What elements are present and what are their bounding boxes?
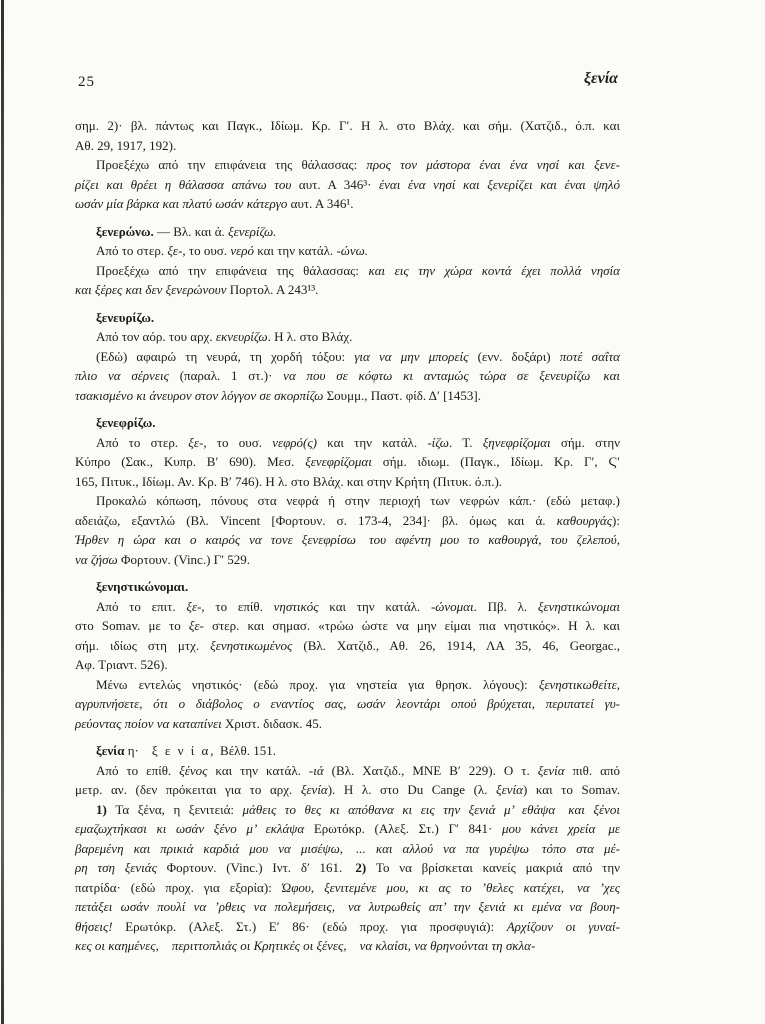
text-line <box>75 819 620 839</box>
text-segment: και την κατάλ. <box>329 598 431 614</box>
text-segment: εκνευρίζω <box>215 329 268 344</box>
text-segment: πλιο να σέρνεις <box>75 368 180 383</box>
text-segment: για να μην μπορείς <box>354 348 478 364</box>
text-segment: , το επίθ. <box>201 598 274 614</box>
text-segment: σημ. 2)· βλ. πάντως και Παγκ., Ιδίωμ. Κρ. Γ′. Η λ. στο Βλάχ. και σήμ. (Χατζιδ., ό.π. και <box>75 118 620 133</box>
headword: ξενερώνω. <box>96 223 154 239</box>
headword: ξενηστικώνομαι. <box>96 579 189 594</box>
text-segment: Τα ξένα, η ξενιτειά: <box>115 801 243 817</box>
text-segment: ξενία <box>300 782 328 797</box>
text-segment: . Η λ. στο Βλάχ. <box>267 329 353 344</box>
text-column <box>75 116 620 956</box>
scan-binding-edge <box>1 0 4 1024</box>
text-line <box>75 878 620 898</box>
headword: ξενεφρίζω. <box>96 415 156 430</box>
text-segment: αυτ. Α 346³· <box>298 176 380 192</box>
text-line <box>75 472 620 492</box>
text-segment: ξε- <box>188 434 204 450</box>
text-segment: μου κάνει χρεία με <box>501 821 620 836</box>
text-segment: ): <box>612 512 620 528</box>
text-segment: ξ ε ν ί α <box>151 743 211 758</box>
text-line <box>75 761 620 781</box>
text-segment: -ιά <box>308 762 332 778</box>
text-segment: έναι ένα νησί και ξενερίζει και έναι ψηλό <box>379 176 620 192</box>
text-segment: , Βέλθ. 151. <box>210 743 276 758</box>
text-segment: και την κατάλ. <box>327 434 428 450</box>
text-line <box>75 714 620 734</box>
text-segment: Σουμμ., Παστ. φίδ. Δ′ [1453]. <box>326 387 481 403</box>
text-segment: μετρ. αν. (δεν πρόκειται για το αρχ. <box>75 782 301 797</box>
text-line <box>75 917 620 937</box>
text-segment: αγρυπνήσετε, ότι ο διάβολος ο εναντίος σας, ωσάν λεοντάρι οπού βρύχεται, περιπατεί γυ- <box>75 696 620 711</box>
text-segment: 2) <box>355 860 376 875</box>
headword: ξενευρίζω. <box>96 309 155 325</box>
text-segment: ρεύοντας ποίον να καταπίνει <box>75 715 226 731</box>
entry-xenia <box>75 741 620 956</box>
text-segment: Το να βρίσκεται κανείς μακριά από την <box>375 860 620 875</box>
text-segment: (Βλ. Χατζιδ., ΜΝΕ Β′ 229). Ο τ. <box>331 762 538 778</box>
text-segment: ρη τση ξενιάς <box>75 860 167 875</box>
text-segment: Προεξέχω από την επιφάνεια της θάλασσας: <box>96 157 367 172</box>
page-number: 25 <box>78 74 95 90</box>
text-segment: Ώφου, ξενιτεμένε μου, κι ας το ’θελες κατέχει, να ’χες <box>281 879 621 895</box>
text-line <box>75 366 620 386</box>
text-line <box>75 491 620 511</box>
text-line <box>75 308 620 328</box>
text-line <box>75 347 620 367</box>
text-segment: και την κατάλ. <box>215 762 309 778</box>
text-segment: ). Η λ. στο Du Cange (λ. <box>327 782 497 797</box>
text-segment: σήμ. ιδιωμ. (Παγκ., Ιδίωμ. Κρ. Γ′, Ϛ′ <box>382 454 620 469</box>
text-line <box>75 241 620 261</box>
text-segment: -ίζω <box>427 434 449 450</box>
text-segment: προς τον μάστορα έναι ένα νησί και ξενε- <box>366 157 620 172</box>
text-segment: , το ουσ. <box>203 434 273 450</box>
text-segment: πετάξει ωσάν πουλί να ’ρθεις να πολεμήσεις, να λυτρωθείς απ’ την ξενιά κι εμένα να βουη- <box>75 899 620 914</box>
text-segment: τσακισμένο κι άνευρον στον λόγγον σε σκορπίζω <box>75 387 327 403</box>
text-line <box>75 839 620 859</box>
text-segment: νηστικός <box>273 598 330 614</box>
text-segment: και την κατάλ. <box>257 243 337 258</box>
text-line <box>75 194 620 214</box>
definition-paragraph-xenerizo <box>75 155 620 214</box>
text-line <box>75 530 620 550</box>
text-segment: ξε- <box>186 598 202 614</box>
entry-xenistikonomai <box>75 577 620 733</box>
text-line <box>75 655 620 675</box>
text-segment: (ενν. δοξάρι) <box>477 348 560 364</box>
text-segment: ξενερίζω. <box>228 223 277 239</box>
text-line <box>75 136 620 156</box>
text-line <box>75 936 620 956</box>
text-segment: στο Somav. με το <box>75 618 189 633</box>
text-segment: πιθ. από <box>572 762 621 778</box>
continuation-paragraph <box>75 116 620 155</box>
text-line <box>75 413 620 433</box>
text-segment: Προεξέχω από την επιφάνεια της θάλασσας: <box>96 262 369 278</box>
text-segment: Από το επιτ. <box>96 598 187 614</box>
text-segment: νερό <box>230 243 258 258</box>
text-line <box>75 550 620 570</box>
text-line <box>75 116 620 136</box>
text-line <box>75 222 620 242</box>
text-segment: Ήρθεν η ώρα και ο καιρός να τονε ξενεφρίσω του αφέντη μου το καθουργά, του ζελεπού, <box>75 532 620 547</box>
text-segment: αδειάζω, εξαντλώ (Βλ. Vincent [Φορτουν. σ. 173-4, 234]· βλ. όμως και ά. <box>75 512 557 528</box>
text-line <box>75 511 620 531</box>
text-line <box>75 386 620 406</box>
text-segment: . Τ. <box>448 434 483 450</box>
text-segment: Φορτουν. (Vinc.) Ιντ. δ′ 161. <box>166 860 356 875</box>
text-segment: -ώνομαι <box>430 598 474 614</box>
text-line <box>75 577 620 597</box>
text-line <box>75 597 620 617</box>
text-line <box>75 897 620 917</box>
text-segment: Προκαλώ κόπωση, πόνους στα νεφρά ή στην περιοχή των νεφρών κάπ.· (εδώ μεταφ.) <box>96 493 620 508</box>
text-segment: , το ουσ. <box>182 243 231 258</box>
text-segment: σήμ. στην <box>560 434 621 450</box>
text-segment: και εις την χώρα κοντά έχει πολλά νησία <box>368 262 620 278</box>
text-segment: θήσεις! <box>75 918 126 934</box>
text-segment: -ώνω. <box>336 243 369 258</box>
text-segment: 165, Πιτυκ., Ιδίωμ. Αν. Κρ. Β′ 746). Η λ. στο Βλάχ. και στην Κρήτη (Πιτυκ. ό.π.). <box>75 473 503 489</box>
text-line <box>75 694 620 714</box>
text-segment: σήμ. ιδίως στη μτχ. <box>75 637 211 653</box>
text-segment: Από το στερ. <box>96 434 189 450</box>
text-segment: . Πβ. λ. <box>473 598 538 614</box>
text-segment: η· <box>127 743 152 758</box>
text-segment: να που σε κόφτω κι ανταμώς τώρα σε ξενευρίζω και <box>283 368 621 383</box>
text-line <box>75 327 620 347</box>
text-line <box>75 452 620 472</box>
text-segment: νεφρό(ς) <box>272 434 328 450</box>
text-segment: ρίζει και θρέει η θάλασσα απάνω του <box>75 176 299 192</box>
text-segment: — Βλ. και ά. <box>153 223 229 239</box>
text-segment: στερ. και σημασ. «τρώω ώστε να μην είμαι πια νηστικός». Η λ. και <box>211 618 620 633</box>
text-segment: ποτέ σαΐτα <box>559 348 620 364</box>
entry-xenevrizo <box>75 308 620 406</box>
text-segment: και ξέρες και δεν ξενερώνουν <box>75 282 230 297</box>
text-segment: καθουργάς <box>556 512 613 528</box>
text-segment: κες οι καημένες, περιττοπλιάς οι Κρητικές οι ξένες, να κλαίσι, να θρηνούνται τη σκλα- <box>75 938 536 953</box>
running-head: ξενία <box>583 70 618 87</box>
text-line <box>75 800 620 820</box>
text-segment: Κύπρο (Σακ., Κυπρ. Β′ 690). Μεσ. <box>75 454 306 469</box>
text-line <box>75 433 620 453</box>
text-line <box>75 636 620 656</box>
text-segment: (Βλ. Χατζιδ., Αθ. 26, 1914, ΛΑ 35, 46, Georgac., <box>303 637 620 653</box>
text-segment: Από τον αόρ. του αρχ. <box>96 329 216 344</box>
text-segment: Αρχίζουν οι γυναί- <box>506 918 621 934</box>
text-line <box>75 675 620 695</box>
text-segment: ξηνεφρίζομαι <box>482 434 561 450</box>
text-segment: να ζήσω <box>75 551 121 567</box>
text-segment: αυτ. Α 346¹. <box>290 196 354 211</box>
text-segment: ξε- <box>167 243 183 258</box>
text-segment: Φορτουν. (Vinc.) Γ′ 529. <box>120 551 251 567</box>
text-line <box>75 175 620 195</box>
text-segment: (παραλ. 1 στ.)· <box>179 368 284 383</box>
text-segment: πατρίδα· (εδώ προχ. για εξορία): <box>75 879 282 895</box>
text-segment: Αφ. Τριαντ. 526). <box>75 657 168 672</box>
text-segment: Ερωτόκρ. (Αλεξ. Στ.) Ε′ 86· (εδώ προχ. για προσφυγιά): <box>125 918 507 934</box>
text-segment: ωσάν μία βάρκα και πλατύ ωσάν κάτεργο <box>75 196 291 211</box>
text-line <box>75 616 620 636</box>
text-segment: βαρεμένη και πρικιά καρδιά μου να μισέψω, ... και αλλού να πα γυρέψω τόπο στα μέ- <box>75 840 620 856</box>
text-segment: (Εδώ) αφαιρώ τη νευρά, τη χορδή τόξου: <box>96 348 355 364</box>
headword: ξενία <box>96 743 128 758</box>
text-segment: ξενηστικωθείτε, <box>538 676 620 692</box>
text-segment: ξενία <box>496 782 523 797</box>
text-line <box>75 280 620 300</box>
text-segment: ξένος <box>179 762 216 778</box>
text-segment: εμαζωχτήκασι κι ωσάν ξένο μ’ εκλάψα <box>75 821 314 836</box>
text-segment: μάθεις το θες κι απόθανα κι εις την ξενιά μ’ εθάψα και ξένοι <box>242 801 620 817</box>
text-segment: Ερωτόκρ. (Αλεξ. Στ.) Γ′ 841· <box>313 821 502 836</box>
text-segment: ξενηστικωμένος <box>210 637 304 653</box>
text-line <box>75 741 620 761</box>
text-segment: Μένω εντελώς νηστικός· (εδώ προχ. για νηστεία για θρησκ. λόγους): <box>96 676 539 692</box>
text-segment: ξενεφρίζομαι <box>305 454 383 469</box>
text-segment: Χριστ. διδασκ. 45. <box>225 715 322 731</box>
text-segment: 1) <box>96 801 116 817</box>
text-segment: Πορτολ. Α 243¹³. <box>229 282 319 297</box>
entry-xenefrizo <box>75 413 620 569</box>
text-segment: Αθ. 29, 1917, 192). <box>75 137 177 153</box>
entry-xenerono <box>75 222 620 300</box>
text-segment: ξενηστικώνομαι <box>537 598 621 614</box>
text-segment: Από το επίθ. <box>96 762 180 778</box>
text-line <box>75 858 620 878</box>
text-segment: Από το στερ. <box>96 243 168 258</box>
text-line <box>75 155 620 175</box>
text-line <box>75 780 620 800</box>
text-segment: ) και το Somav. <box>522 782 621 797</box>
text-segment: ξε- <box>188 618 212 633</box>
text-line <box>75 261 620 281</box>
text-segment: ξενία <box>537 762 573 778</box>
